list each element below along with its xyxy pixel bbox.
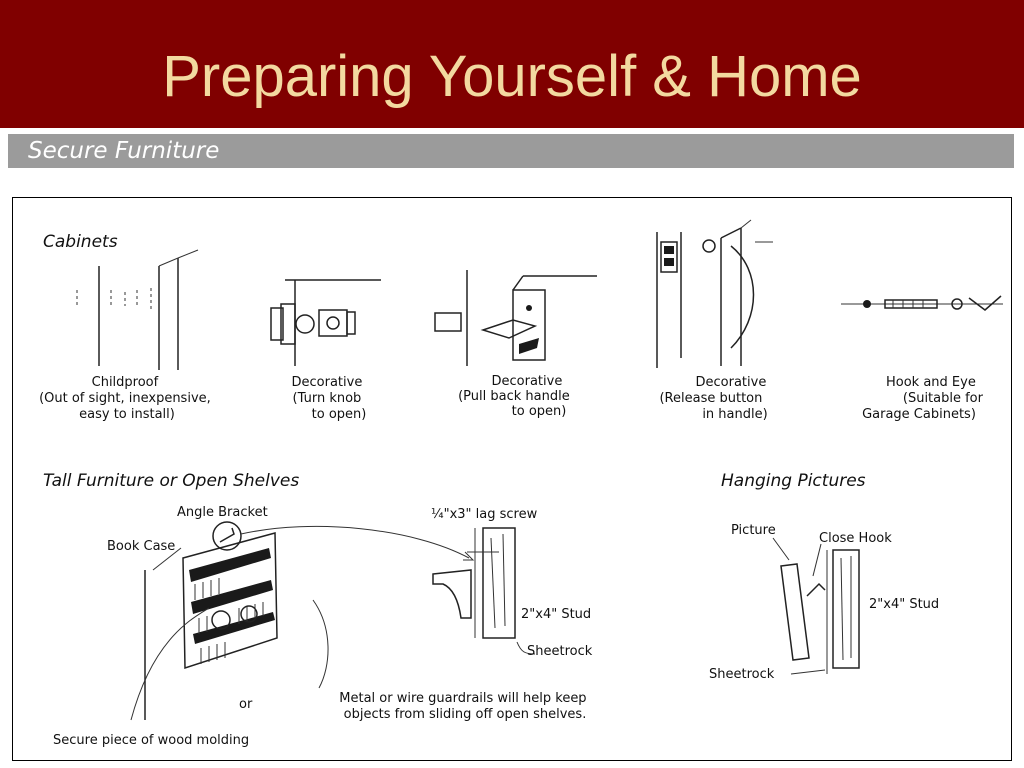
label-sheetrock-bookcase: Sheetrock: [527, 644, 593, 659]
picture-leader: [773, 538, 789, 560]
caption-hook-and-eye: Hook and Eye (Suitable for Garage Cabinets): [862, 375, 983, 422]
label-book-case: Book Case: [107, 539, 176, 554]
childproof-latch-illustration: [77, 250, 198, 370]
pull-handle-latch-illustration: [435, 270, 597, 366]
label-guardrails: Metal or wire guardrails will help keep objects from sliding off open shelves.: [339, 691, 587, 722]
hook-and-eye-illustration: [841, 296, 1003, 310]
slide-subtitle: Secure Furniture: [28, 138, 220, 164]
release-button-latch-illustration: [657, 220, 773, 368]
section-tall-furniture: Tall Furniture or Open Shelves: [43, 471, 300, 491]
subtitle-bar: [8, 134, 1014, 168]
label-sheetrock-picture: Sheetrock: [709, 667, 775, 682]
section-hanging-pictures: Hanging Pictures: [721, 471, 866, 491]
section-cabinets: Cabinets: [43, 232, 118, 252]
label-picture: Picture: [731, 523, 776, 538]
label-molding: Secure piece of wood molding: [53, 733, 250, 748]
guardrail-leader: [313, 600, 328, 688]
caption-childproof: Childproof (Out of sight, inexpensive, easy to install): [39, 375, 211, 422]
close-hook-leader: [813, 544, 821, 576]
hanging-picture-illustration: [781, 550, 859, 674]
sheetrock-leader-picture: [791, 670, 825, 674]
stud-bracket-illustration: [433, 528, 515, 638]
slide-title: Preparing Yourself & Home: [162, 44, 862, 109]
title-bar: [0, 0, 1024, 128]
label-lag-screw: ¼"x3" lag screw: [431, 507, 538, 522]
caption-pull-handle: Decorative (Pull back handle to open): [458, 374, 570, 419]
caption-release-button: Decorative (Release button in handle): [659, 375, 768, 422]
caption-turn-knob: Decorative (Turn knob to open): [291, 375, 367, 422]
label-stud-picture: 2"x4" Stud: [869, 597, 940, 612]
turn-knob-latch-illustration: [271, 280, 381, 366]
furniture-diagram: [13, 198, 1011, 760]
label-angle-bracket: Angle Bracket: [177, 505, 268, 520]
diagram-panel: [12, 197, 1012, 761]
label-stud-bookcase: 2"x4" Stud: [521, 607, 592, 622]
label-close-hook: Close Hook: [819, 531, 892, 546]
label-or: or: [239, 697, 253, 712]
